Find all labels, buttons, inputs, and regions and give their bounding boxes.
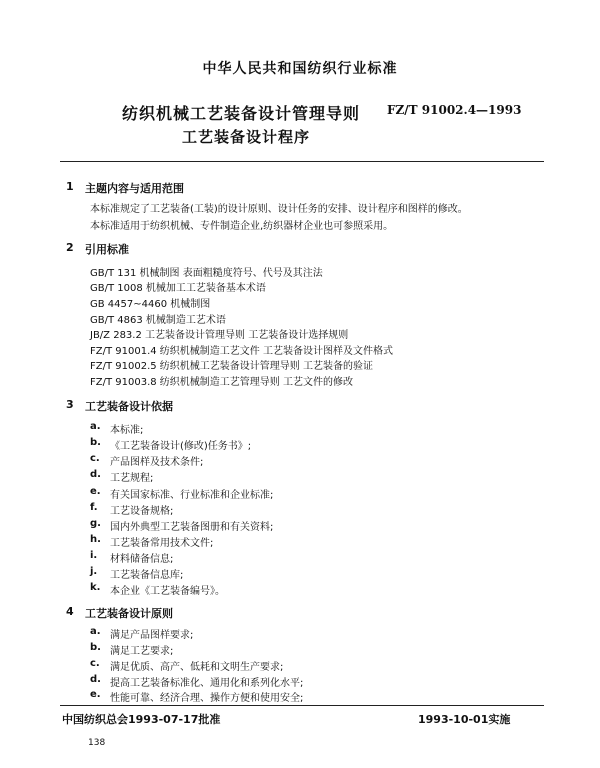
list-marker: a. [90,626,101,637]
list-item: 工艺装备信息库; [110,570,184,581]
section-title: 引用标准 [85,243,129,256]
list-marker: c. [90,453,100,464]
reference-item: GB 4457~4460 机械制图 [90,299,211,310]
document-title: 纺织机械工艺装备设计管理导则 [122,104,361,123]
section-number: 3 [66,398,74,411]
reference-item: JB/Z 283.2 工艺装备设计管理导则 工艺装备设计选择规则 [90,330,349,341]
list-marker: i. [90,550,98,561]
list-marker: b. [90,437,101,448]
section-title: 工艺装备设计依据 [85,400,173,413]
page-number: 138 [88,738,106,748]
list-marker: f. [90,502,98,513]
list-marker: a. [90,421,101,432]
list-marker: g. [90,518,101,529]
list-item: 满足优质、高产、低耗和文明生产要求; [110,662,284,673]
approval-date: 中国纺织总会1993-07-17批准 [62,713,221,726]
list-marker: h. [90,534,101,545]
list-item: 工艺规程; [110,473,154,484]
list-item: 本企业《工艺装备编号》。 [110,586,225,597]
list-item: 满足产品图样要求; [110,630,194,641]
reference-item: FZ/T 91002.5 纺织机械工艺装备设计管理导则 工艺装备的验证 [90,361,373,372]
reference-item: FZ/T 91001.4 纺织机械制造工艺文件 工艺装备设计图样及文件格式 [90,346,393,357]
effective-date: 1993-10-01实施 [418,713,511,726]
paragraph: 本标准规定了工艺装备(工装)的设计原则、设计任务的安排、设计程序和图样的修改。 [90,204,468,215]
reference-item: FZ/T 91003.8 纺织机械制造工艺管理导则 工艺文件的修改 [90,377,353,388]
list-item: 国内外典型工艺装备图册和有关资料; [110,522,274,533]
document-subtitle: 工艺装备设计程序 [182,128,311,146]
list-marker: b. [90,642,101,653]
section-number: 4 [66,605,74,618]
issuing-authority-header: 中华人民共和国纺织行业标准 [202,61,398,77]
list-marker: c. [90,658,100,669]
list-marker: e. [90,689,101,700]
standard-number: FZ/T 91002.4—1993 [387,103,522,117]
list-marker: d. [90,674,101,685]
list-item: 工艺设备规格; [110,506,174,517]
reference-item: GB/T 1008 机械加工工艺装备基本术语 [90,283,266,294]
top-rule [60,161,544,162]
list-item: 产品图样及技术条件; [110,457,204,468]
section-title: 主题内容与适用范围 [85,182,184,195]
footer-rule [60,705,544,706]
list-item: 本标准; [110,425,144,436]
list-item: 《工艺装备设计(修改)任务书》; [110,441,252,452]
list-marker: k. [90,582,101,593]
list-item: 工艺装备常用技术文件; [110,538,214,549]
list-item: 有关国家标准、行业标准和企业标准; [110,490,274,501]
reference-item: GB/T 4863 机械制造工艺术语 [90,315,226,326]
list-marker: d. [90,469,101,480]
section-title: 工艺装备设计原则 [85,607,173,620]
list-marker: e. [90,486,101,497]
reference-item: GB/T 131 机械制图 表面粗糙度符号、代号及其注法 [90,268,323,279]
paragraph: 本标准适用于纺织机械、专件制造企业,纺织器材企业也可参照采用。 [90,221,394,232]
list-item: 提高工艺装备标准化、通用化和系列化水平; [110,678,304,689]
list-item: 满足工艺要求; [110,646,174,657]
list-marker: j. [90,566,98,577]
list-item: 材料储备信息; [110,554,174,565]
list-item: 性能可靠、经济合理、操作方便和使用安全; [110,693,304,704]
section-number: 2 [66,241,74,254]
section-number: 1 [66,180,74,193]
